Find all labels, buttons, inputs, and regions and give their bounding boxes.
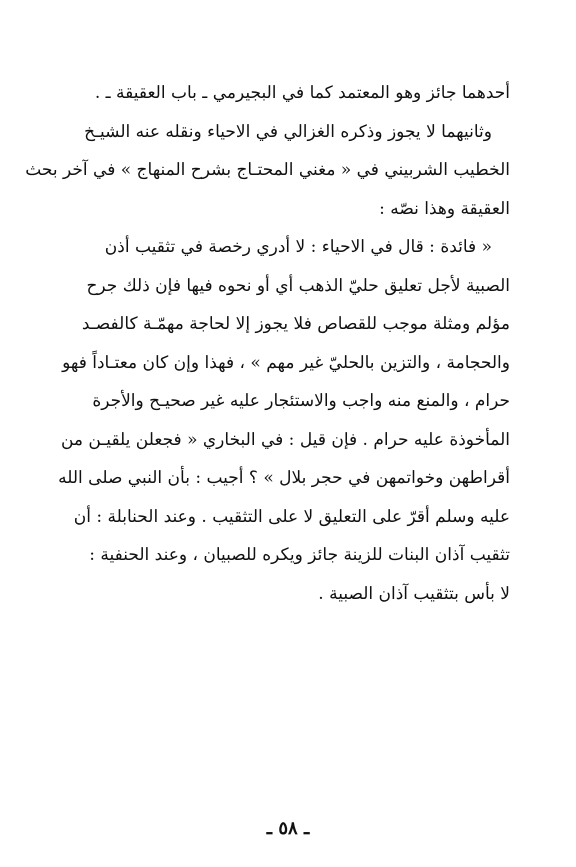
text-line: لا بأس بتثقيب آذان الصبية . <box>318 583 510 604</box>
text-line: عليه وسلم أقرّ على التعليق لا على التثقيب . وعند الحنابلة : أن <box>73 506 510 527</box>
text-line: العقيقة وهذا نصّه : <box>379 198 510 219</box>
text-line: مؤلم ومثلة موجب للقصاص فلا يجوز إلا لحاجة مهمّـة كالفصـد <box>81 314 510 334</box>
text-line: المأخوذة عليه حرام . فإن قيل : في البخاري « فجعلن يلقيـن من <box>60 429 510 450</box>
text-line: وثانيهما لا يجوز وذكره الغزالي في الاحياء ونقله عنه الشيـخ <box>84 121 492 142</box>
text-line: الصبية لأجل تعليق حليّ الذهب أي أو نحوه فيها فإن ذلك جرح <box>86 275 510 296</box>
text-line: أقراطهن وخواتمهن في حجر بلال » ؟ أجيب : بأن النبي صلى الله <box>58 468 510 488</box>
text-line: والحجامة ، والتزين بالحليّ غير مهم » ، فهذا وإن كان معتـاداً فهو <box>62 352 510 373</box>
text-line: حرام ، والمنع منه واجب والاستئجار عليه غير صحيـح والأجرة <box>92 391 510 411</box>
page-number: ـ ٥٨ ـ <box>266 818 310 839</box>
text-line: « فائدة : قال في الاحياء : لا أدري رخصة في تثقيب أذن <box>104 237 492 257</box>
text-line: تثقيب آذان البنات للزينة جائز ويكره للصبيان ، وعند الحنفية : <box>89 545 510 565</box>
text-line: الخطيب الشربيني في « مغني المحتـاج بشرح المنهاج » في آخر بحث <box>25 160 510 180</box>
body-text <box>25 74 510 613</box>
text-line: أحدهما جائز وهو المعتمد كما في البجيرمي ـ باب العقيقة ـ . <box>94 83 510 103</box>
